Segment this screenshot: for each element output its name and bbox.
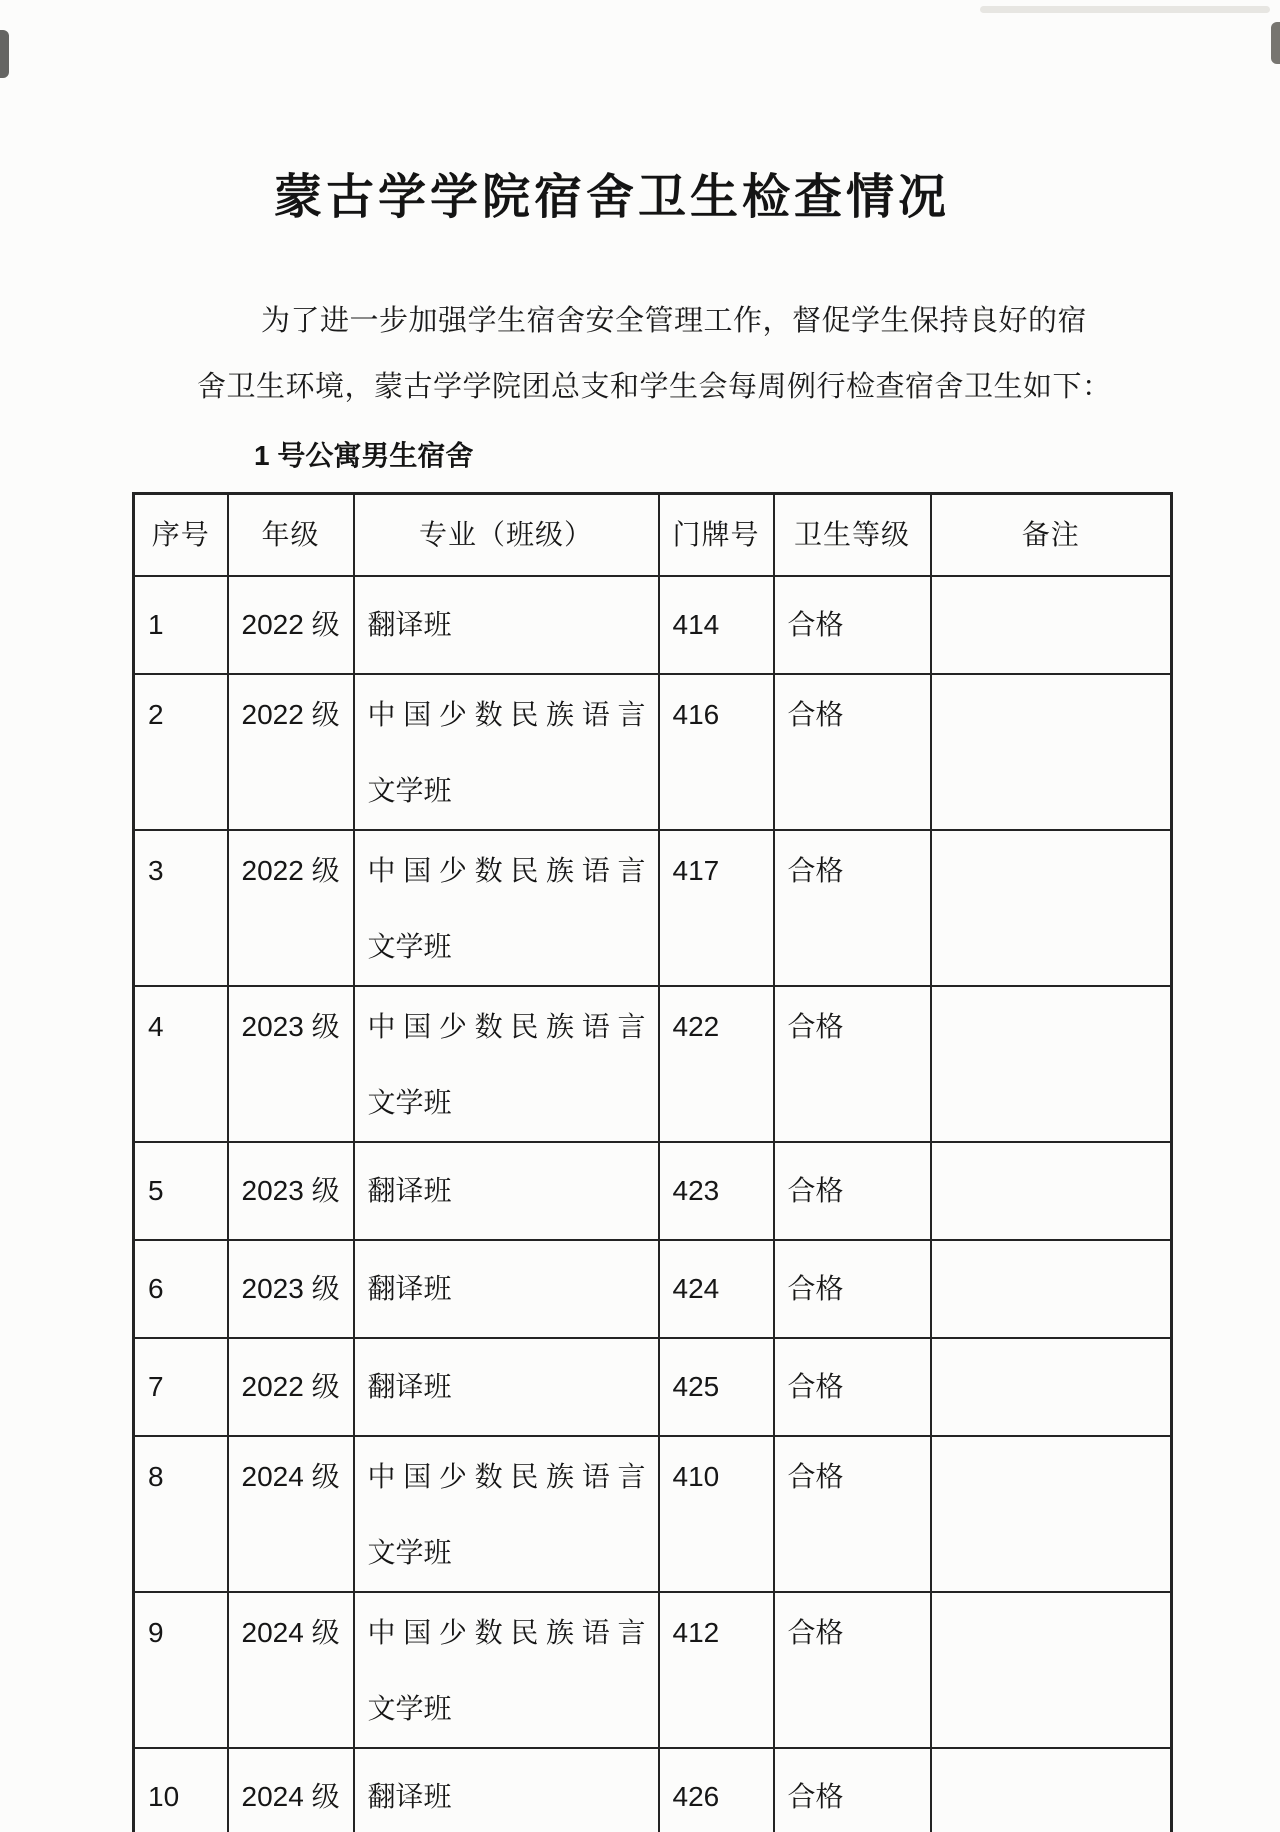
- scan-artifact: [980, 6, 1270, 13]
- table-row: [134, 1436, 1172, 1592]
- table-row: [134, 986, 1172, 1142]
- cell-index: 1: [134, 576, 228, 674]
- cell-index: 7: [134, 1338, 228, 1436]
- cell-major: [354, 1240, 659, 1338]
- cell-major: [354, 986, 659, 1142]
- cell-grade: 2024 级: [228, 1436, 354, 1592]
- cell-major: [354, 1748, 659, 1832]
- cell-level: 合格: [774, 1436, 931, 1592]
- major-line: 中国少数民族语言: [367, 1461, 646, 1492]
- cell-note: [931, 1748, 1172, 1832]
- cell-room: 422: [659, 986, 774, 1142]
- cell-level: 合格: [774, 830, 931, 986]
- major-line: 中国少数民族语言: [367, 1617, 646, 1648]
- major-line: 翻译班: [367, 1175, 452, 1206]
- table-row: [134, 1338, 1172, 1436]
- major-line: 翻译班: [367, 1781, 452, 1812]
- inspection-table: [132, 492, 1173, 1832]
- table-row: [134, 1142, 1172, 1240]
- scan-artifact: [0, 30, 9, 78]
- cell-room: 424: [659, 1240, 774, 1338]
- cell-major: [354, 1592, 659, 1748]
- cell-grade: 2023 级: [228, 986, 354, 1142]
- major-line: 翻译班: [367, 1371, 452, 1402]
- cell-grade: 2022 级: [228, 674, 354, 830]
- cell-major: [354, 576, 659, 674]
- cell-major: [354, 1436, 659, 1592]
- cell-room: 416: [659, 674, 774, 830]
- cell-room: 410: [659, 1436, 774, 1592]
- cell-room: 423: [659, 1142, 774, 1240]
- cell-grade: 2022 级: [228, 830, 354, 986]
- major-line: 文学班: [367, 1693, 452, 1724]
- cell-level: 合格: [774, 1142, 931, 1240]
- column-header-index: 序号: [134, 494, 228, 577]
- cell-room: 417: [659, 830, 774, 986]
- cell-grade: 2024 级: [228, 1748, 354, 1832]
- column-header-major: 专业（班级）: [354, 494, 659, 577]
- cell-note: [931, 1436, 1172, 1592]
- major-line: 文学班: [367, 931, 452, 962]
- major-line: 文学班: [367, 1537, 452, 1568]
- cell-level: 合格: [774, 576, 931, 674]
- cell-note: [931, 1592, 1172, 1748]
- cell-grade: 2024 级: [228, 1592, 354, 1748]
- table-row: [134, 830, 1172, 986]
- column-header-level: 卫生等级: [774, 494, 931, 577]
- cell-level: 合格: [774, 1748, 931, 1832]
- cell-index: 9: [134, 1592, 228, 1748]
- table-row: [134, 674, 1172, 830]
- cell-grade: 2023 级: [228, 1240, 354, 1338]
- cell-major: [354, 1142, 659, 1240]
- major-line: 翻译班: [367, 609, 452, 640]
- cell-index: 2: [134, 674, 228, 830]
- cell-room: 412: [659, 1592, 774, 1748]
- intro-line: 为了进一步加强学生宿舍安全管理工作，督促学生保持良好的宿: [261, 305, 1088, 337]
- cell-level: 合格: [774, 1592, 931, 1748]
- cell-note: [931, 1240, 1172, 1338]
- major-line: 中国少数民族语言: [367, 699, 646, 730]
- table-row: [134, 576, 1172, 674]
- column-header-grade: 年级: [228, 494, 354, 577]
- cell-index: 4: [134, 986, 228, 1142]
- cell-note: [931, 1142, 1172, 1240]
- cell-note: [931, 576, 1172, 674]
- cell-major: [354, 1338, 659, 1436]
- cell-grade: 2022 级: [228, 576, 354, 674]
- cell-grade: 2023 级: [228, 1142, 354, 1240]
- cell-grade: 2022 级: [228, 1338, 354, 1436]
- table-row: [134, 1240, 1172, 1338]
- major-line: 文学班: [367, 775, 452, 806]
- cell-note: [931, 674, 1172, 830]
- major-line: 中国少数民族语言: [367, 855, 646, 886]
- cell-room: 425: [659, 1338, 774, 1436]
- cell-index: 6: [134, 1240, 228, 1338]
- cell-note: [931, 986, 1172, 1142]
- cell-index: 10: [134, 1748, 228, 1832]
- major-line: 中国少数民族语言: [367, 1011, 646, 1042]
- section-heading: 1 号公寓男生宿舍: [254, 440, 474, 471]
- cell-note: [931, 830, 1172, 986]
- column-header-note: 备注: [931, 494, 1172, 577]
- table-header-row: [134, 494, 1172, 577]
- cell-index: 5: [134, 1142, 228, 1240]
- cell-major: [354, 674, 659, 830]
- cell-level: 合格: [774, 986, 931, 1142]
- scan-artifact: [1271, 22, 1280, 64]
- document-title: 蒙古学学院宿舍卫生检查情况: [273, 171, 950, 224]
- cell-major: [354, 830, 659, 986]
- cell-note: [931, 1338, 1172, 1436]
- table-row: [134, 1748, 1172, 1832]
- cell-index: 3: [134, 830, 228, 986]
- intro-paragraph: [197, 288, 1142, 420]
- cell-level: 合格: [774, 1338, 931, 1436]
- table-row: [134, 1592, 1172, 1748]
- cell-index: 8: [134, 1436, 228, 1592]
- major-line: 翻译班: [367, 1273, 452, 1304]
- cell-level: 合格: [774, 674, 931, 830]
- major-line: 文学班: [367, 1087, 452, 1118]
- cell-level: 合格: [774, 1240, 931, 1338]
- intro-line: 舍卫生环境，蒙古学学院团总支和学生会每周例行检查宿舍卫生如下：: [197, 371, 1112, 403]
- column-header-room: 门牌号: [659, 494, 774, 577]
- cell-room: 426: [659, 1748, 774, 1832]
- cell-room: 414: [659, 576, 774, 674]
